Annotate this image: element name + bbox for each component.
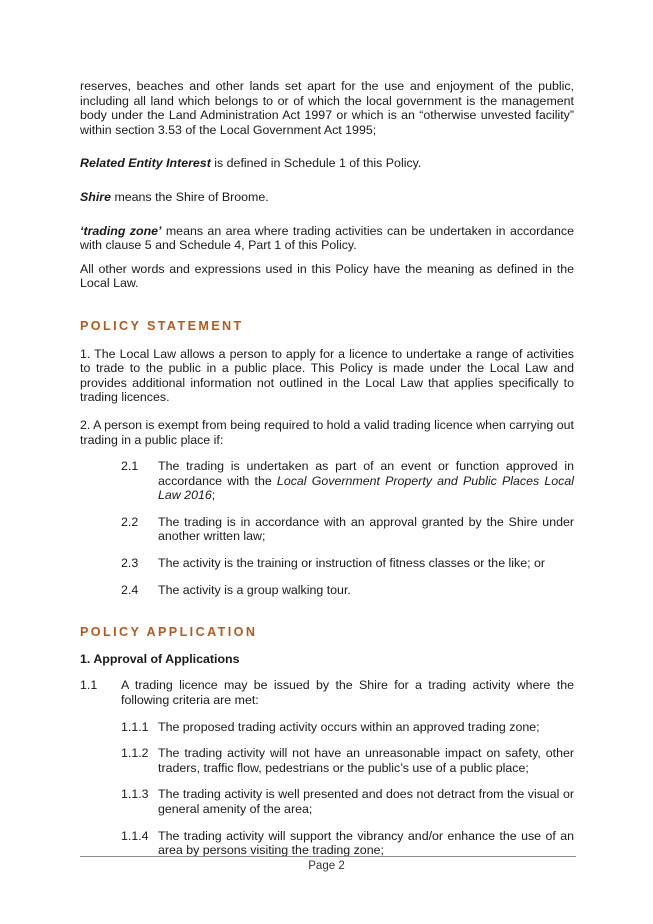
document-page: [80, 79, 574, 858]
approval-subheading: 1. Approval of Applications: [80, 651, 240, 666]
definition-text: means an area where trading activities can be undertaken in accordance with clause 5 and Schedule 4, Part 1 of this Policy.: [80, 223, 575, 253]
list-item-1-1-2: [80, 746, 574, 775]
list-text: The activity is a group walking tour.: [158, 582, 351, 597]
list-text: The trading activity is well presented and does not detract from the visual or general amenity of the area;: [158, 787, 574, 816]
page-number: Page 2: [308, 860, 345, 872]
list-number: 1.1.2: [121, 746, 149, 761]
list-number: 2.2: [121, 514, 139, 529]
footer-divider: [80, 856, 576, 857]
list-text: The proposed trading activity occurs within an approved trading zone;: [158, 719, 540, 734]
law-title: Local Government Property and Public Places Local Law 2016: [158, 473, 574, 503]
list-item-2-4: [80, 583, 574, 598]
definition-term: Related Entity Interest: [80, 156, 211, 171]
definition-text: is defined in Schedule 1 of this Policy.: [210, 156, 422, 171]
list-number: 1.1.3: [121, 787, 149, 802]
list-text-part: ;: [211, 488, 216, 503]
list-item-2-1: [80, 459, 574, 503]
policy-statement-para-1: 1. The Local Law allows a person to apply for a licence to undertake a range of activities to trade to the public in a public place. This Policy is made under the Local Law and provides additional information not outlined in the Local Law that applies specifically to trading licences.: [80, 346, 574, 405]
list-number: 2.3: [121, 556, 139, 571]
list-text-part: The trading is undertaken as part of an event or function approved in accordance with the: [158, 459, 574, 488]
list-number: 1.1: [80, 678, 98, 693]
list-text: The trading activity will support the vibrancy and/or enhance the use of an area by persons visiting the trading zone;: [158, 828, 574, 858]
list-number: 2.4: [121, 582, 139, 597]
list-item-1-1: [80, 678, 574, 707]
list-number: 1.1.4: [121, 828, 149, 843]
list-text: The trading is in accordance with an approval granted by the Shire under another written law;: [158, 514, 574, 544]
list-item-2-2: [80, 515, 574, 544]
list-text: [158, 459, 574, 503]
definition-text: means the Shire of Broome.: [111, 189, 269, 204]
list-number: 2.1: [121, 459, 139, 474]
list-item-2-3: [80, 556, 574, 571]
definition-term: ‘trading zone’: [80, 223, 162, 238]
definition-trading-zone: [80, 224, 574, 253]
list-text: A trading licence may be issued by the Shire for a trading activity where the following criteria are met:: [121, 678, 574, 708]
list-text: The activity is the training or instruction of fitness classes or the like; or: [158, 556, 546, 571]
list-item-1-1-4: [80, 829, 574, 858]
list-item-1-1-1: [80, 720, 574, 735]
other-words-paragraph: All other words and expressions used in this Policy have the meaning as defined in the Local Law.: [80, 261, 574, 291]
definition-related-entity-interest: [80, 156, 574, 171]
policy-statement-heading: POLICY STATEMENT: [80, 318, 244, 333]
intro-paragraph: reserves, beaches and other lands set apart for the use and enjoyment of the public, including all land which belongs to or of which the local government is the management body under the Land Administration Act 1997 or which is an “otherwise unvested facility” within section 3.53 of the Local Government Act 1995;: [80, 79, 574, 137]
definition-term: Shire: [80, 189, 111, 204]
definition-shire: [80, 190, 574, 205]
list-text: The trading activity will not have an unreasonable impact on safety, other traders, traffic flow, pedestrians or the public’s use of a public place;: [158, 746, 574, 775]
policy-application-heading: POLICY APPLICATION: [80, 625, 258, 640]
list-number: 1.1.1: [121, 719, 149, 734]
policy-statement-para-2: 2. A person is exempt from being required to hold a valid trading licence when carrying out trading in a public place if:: [80, 417, 574, 447]
list-item-1-1-3: [80, 787, 574, 816]
